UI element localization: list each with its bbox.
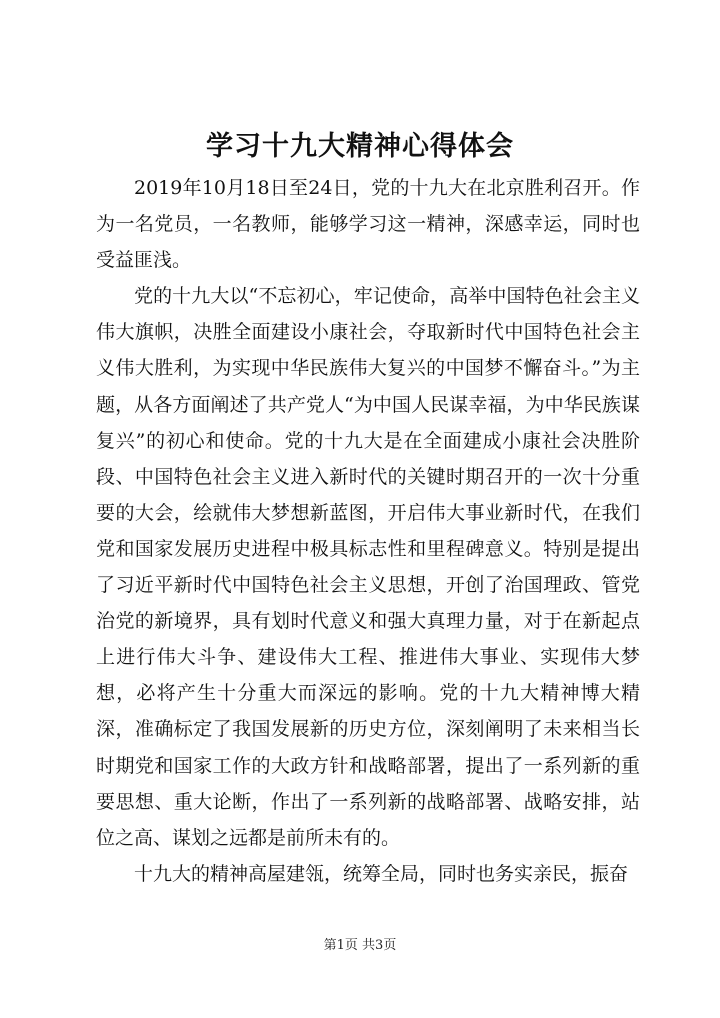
- page-footer: 第1页 共3页: [323, 938, 397, 953]
- paragraph-1: 2019年10月18日至24日，党的十九大在北京胜利召开。作为一名党员，一名教师，能够学习这一精神，深感幸运，同时也受益匪浅。: [96, 177, 640, 272]
- document-body: [96, 170, 640, 892]
- paragraph-2: 党的十九大以“不忘初心，牢记使命，高举中国特色社会主义伟大旗帜，决胜全面建设小康社会，夺取新时代中国特色社会主义伟大胜利，为实现中华民族伟大复兴的中国梦不懈奋斗。”为主题，从各方面阐述了共产党人“为中国人民谋幸福，为中华民族谋复兴”的初心和使命。党的十九大是在全面建成小康社会决胜阶段、中国特色社会主义进入新时代的关键时期召开的一次十分重要的大会，绘就伟大梦想新蓝图，开启伟大事业新时代，在我们党和国家发展历史进程中极具标志性和里程碑意义。特别是提出了习近平新时代中国特色社会主义思想，开创了治国理政、管党治党的新境界，具有划时代意义和强大真理力量，对于在新起点上进行伟大斗争、建设伟大工程、推进伟大事业、实现伟大梦想，必将产生十分重大而深远的影响。党的十九大精神博大精深，准确标定了我国发展新的历史方位，深刻阐明了未来相当长时期党和国家工作的大政方针和战略部署，提出了一系列新的重要思想、重大论断，作出了一系列新的战略部署、战略安排，站位之高、谋划之远都是前所未有的。: [96, 285, 640, 849]
- paragraph-3: 十九大的精神高屋建瓴，统筹全局，同时也务实亲民，振奋: [134, 862, 629, 885]
- document-title: 学习十九大精神心得体会: [206, 131, 514, 162]
